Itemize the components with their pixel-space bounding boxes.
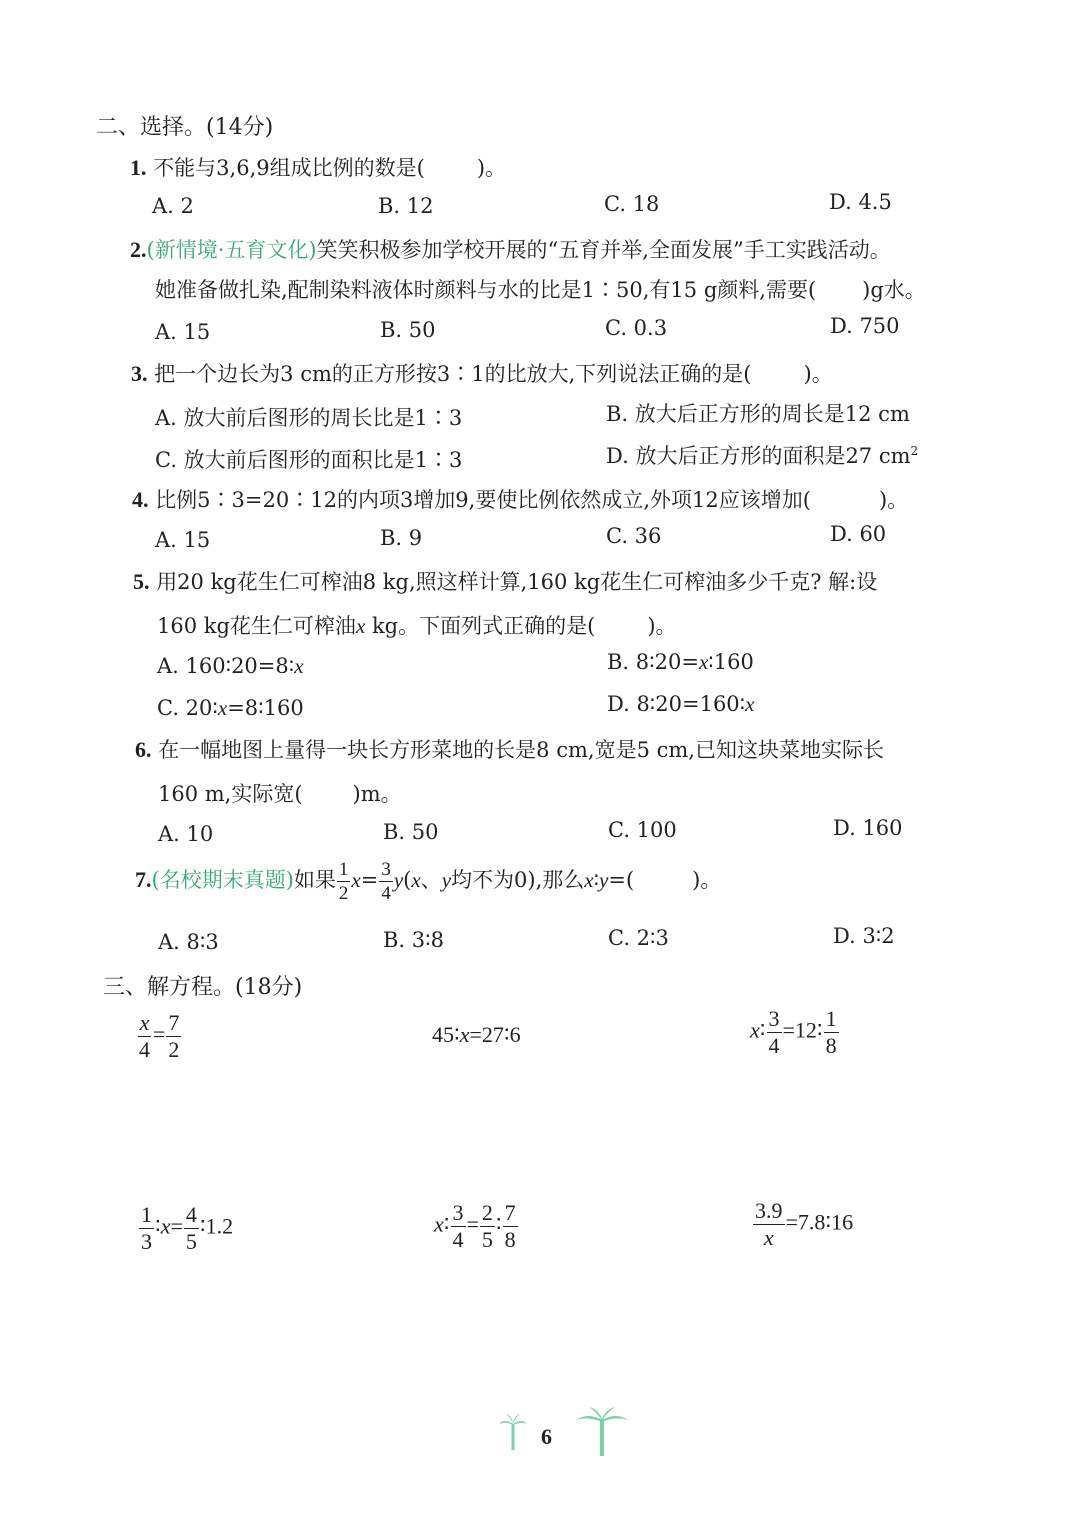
q5-option-a: A. 160∶20=8∶x <box>157 654 304 678</box>
equation-1: $\frac{x}{4}$ = $\frac{7}{2}$ <box>139 1010 180 1062</box>
q6-option-c: C. 100 <box>608 818 677 842</box>
question-3: 3. 把一个边长为3 cm的正方形按3∶1的比放大,下列说法正确的是( )。 <box>131 361 833 386</box>
q7-option-b: B. 3∶8 <box>383 928 444 952</box>
q2-option-d: D. 750 <box>830 314 900 338</box>
page-number: 6 <box>541 1424 552 1449</box>
q2-tag: (新情境·五育文化) <box>146 238 317 262</box>
q5-option-d: D. 8∶20=160∶x <box>607 692 755 716</box>
question-7: 7.(名校期末真题)如果 $\frac{1}{2}$ x= $\frac{3}{4}$ y(x、y均不为0),那么x∶y=( )。 <box>135 859 722 904</box>
q7-option-c: C. 2∶3 <box>608 926 669 950</box>
q7-option-d: D. 3∶2 <box>833 924 895 948</box>
section-2-title: 二、选择。(14分) <box>96 115 274 140</box>
equation-2: 45∶x=27∶6 <box>432 1022 521 1047</box>
q4-option-a: A. 15 <box>155 528 211 552</box>
question-6: 6. 在一幅地图上量得一块长方形菜地的长是8 cm,宽是5 cm,已知这块菜地实际长 <box>135 737 884 762</box>
fraction-one-half: $\frac{1}{2}$ <box>338 859 349 904</box>
question-5-line-2: 160 kg花生仁可榨油x kg。下面列式正确的是( )。 <box>157 614 677 638</box>
q7-tag: (名校期末真题) <box>151 868 294 892</box>
question-2: 2.(新情境·五育文化)笑笑积极参加学校开展的“五育并举,全面发展”手工实践活动。 <box>130 237 891 262</box>
q5-option-b: B. 8∶20=x∶160 <box>607 650 754 674</box>
question-1: 1. 不能与3,6,9组成比例的数是( )。 <box>130 155 507 180</box>
q5-option-c: C. 20∶x=8∶160 <box>157 696 304 720</box>
q6-option-b: B. 50 <box>383 820 439 844</box>
q3-option-c: C. 放大前后图形的面积比是1∶3 <box>155 448 463 472</box>
q1-option-c: C. 18 <box>604 192 660 216</box>
question-2-line-2: 她准备做扎染,配制染料液体时颜料与水的比是1∶50,有15 g颜料,需要( )g水。 <box>155 278 926 302</box>
q2-option-b: B. 50 <box>380 318 436 342</box>
q3-option-b: B. 放大后正方形的周长是12 cm <box>606 402 910 426</box>
equation-6: $\frac{3.9}{x}$ =7.8∶16 <box>755 1198 854 1250</box>
question-4: 4. 比例5∶3=20∶12的内项3增加9,要使比例依然成立,外项12应该增加( )。 <box>132 487 909 512</box>
equation-4: $\frac{1}{3}$ ∶x= $\frac{4}{5}$ ∶1.2 <box>141 1202 234 1254</box>
q2-option-c: C. 0.3 <box>605 316 668 340</box>
q4-option-d: D. 60 <box>830 522 887 546</box>
q1-option-d: D. 4.5 <box>829 190 892 214</box>
q6-option-d: D. 160 <box>833 816 903 840</box>
q7-option-a: A. 8∶3 <box>158 930 219 954</box>
q2-option-a: A. 15 <box>155 320 211 344</box>
equation-5: x∶ $\frac{3}{4}$ = $\frac{2}{5}$ ∶ $\frac{7}{8}$ <box>434 1200 516 1252</box>
q1-option-b: B. 12 <box>378 194 434 218</box>
q3-option-a: A. 放大前后图形的周长比是1∶3 <box>155 406 463 430</box>
equation-3: x∶ $\frac{3}{4}$ =12∶ $\frac{1}{8}$ <box>750 1006 837 1058</box>
q4-option-b: B. 9 <box>380 526 423 550</box>
q6-option-a: A. 10 <box>158 822 214 846</box>
q4-option-c: C. 36 <box>606 524 662 548</box>
question-6-line-2: 160 m,实际宽( )m。 <box>158 782 402 806</box>
question-5: 5. 用20 kg花生仁可榨油8 kg,照这样计算,160 kg花生仁可榨油多少千克? 解:设 <box>133 569 878 594</box>
palm-tree-small-icon <box>498 1412 528 1457</box>
q3-option-d: D. 放大后正方形的面积是27 $cm^2$ <box>606 444 919 468</box>
fraction-three-quarters: $\frac{3}{4}$ <box>381 859 391 904</box>
q1-option-a: A. 2 <box>152 194 194 218</box>
section-3-title: 三、解方程。(18分) <box>103 975 303 1000</box>
palm-tree-large-icon <box>574 1406 630 1463</box>
